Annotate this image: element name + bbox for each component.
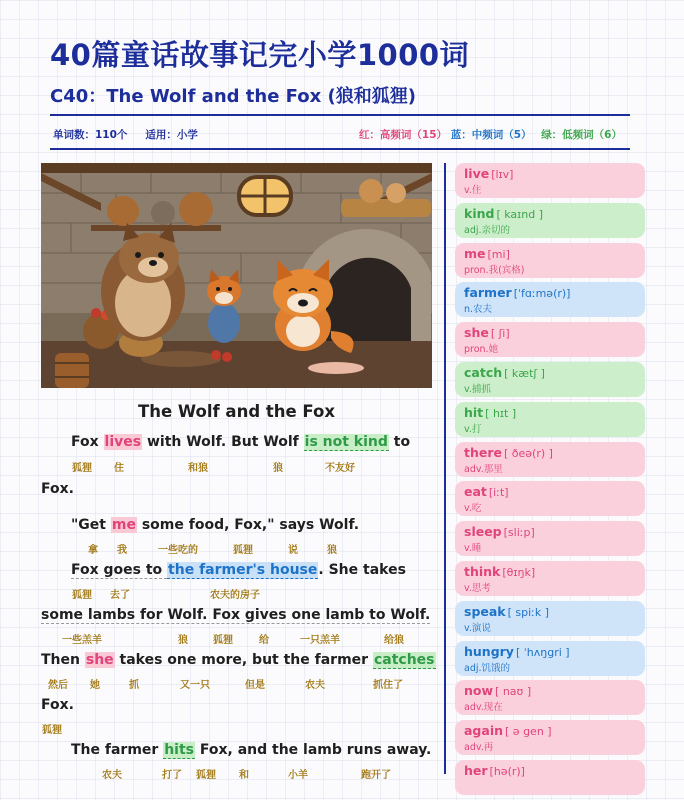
vocab-definition: v.思考	[464, 582, 491, 594]
story-line-2: Fox.	[41, 481, 74, 497]
vocab-word-line	[464, 285, 637, 300]
vocab-word-line	[464, 484, 637, 499]
gloss: 农夫	[102, 770, 122, 781]
gloss: 拿	[88, 545, 98, 556]
vocab-word: her	[464, 762, 488, 778]
gloss: 住	[114, 463, 124, 474]
text: Fox, and the lamb runs away.	[195, 742, 432, 758]
vocab-definition: n.农夫	[464, 304, 493, 316]
vocab-card	[455, 561, 645, 596]
vocab-highlight-blue: the farmer's house	[168, 562, 318, 578]
story-illustration	[41, 163, 432, 388]
text: with Wolf. But Wolf	[142, 434, 304, 450]
legend-red: 红：高频词（15）	[358, 129, 448, 141]
gloss: 狐狸	[233, 545, 253, 556]
text: to	[388, 434, 411, 450]
vocab-word-line	[464, 246, 637, 261]
vocab-definition: adv.再	[464, 742, 494, 754]
vocab-definition: v.住	[464, 185, 482, 196]
vocab-ipa: [ hɪt ]	[485, 406, 517, 420]
vocab-word-line	[464, 524, 637, 539]
vocab-definition: v.睡	[464, 543, 482, 555]
page-title: 40篇童话故事记完小学1000词	[50, 38, 470, 72]
vocab-word-line	[464, 325, 637, 340]
vocab-highlight-green: is not kind	[304, 434, 388, 450]
vocab-card	[455, 402, 645, 437]
vocab-word-line	[464, 644, 637, 659]
vocab-word: farmer	[464, 285, 512, 301]
vocab-definition: v.吃	[464, 503, 482, 515]
info-left	[53, 127, 198, 142]
gloss: 一只羔羊	[300, 635, 340, 646]
vocab-ipa: [ ðeə(r) ]	[504, 446, 553, 460]
vocab-word: hungry	[464, 643, 514, 659]
vocab-word-line	[464, 723, 637, 738]
gloss: 狐狸	[213, 635, 233, 646]
text: takes one more, but the farmer	[114, 652, 373, 668]
vocab-definition: adj.饥饿的	[464, 662, 511, 674]
vocab-word: there	[464, 444, 502, 460]
vocab-definition: pron.她	[464, 344, 499, 356]
vocab-ipa: [θɪŋk]	[502, 565, 536, 579]
vocab-word: eat	[464, 484, 487, 500]
gloss: 和	[239, 770, 249, 781]
gloss: 和狼	[188, 463, 208, 474]
vocab-definition: adv.那里	[464, 463, 503, 475]
gloss: 一些羔羊	[62, 635, 102, 646]
frequency-legend	[359, 127, 622, 142]
gloss: 然后	[48, 680, 68, 691]
text: "Get	[71, 517, 111, 533]
gloss: 狐狸	[72, 590, 92, 601]
vocab-definition: adv.现在	[464, 702, 503, 714]
vocab-word: now	[464, 683, 494, 699]
gloss: 小羊	[288, 770, 308, 781]
vocab-definition: v.捕抓	[464, 383, 491, 395]
gloss: 狐狸	[196, 770, 216, 781]
vocab-highlight-red: lives	[104, 434, 142, 450]
vocab-ipa: [ ʃi]	[490, 327, 510, 341]
vocab-definition: v.打	[464, 423, 482, 435]
gloss: 又一只	[180, 680, 210, 691]
vocab-ipa: [mi]	[487, 247, 510, 261]
gloss: 农夫	[305, 680, 325, 691]
story-line-3	[71, 517, 359, 533]
vocab-ipa: [ naʊ ]	[495, 685, 532, 699]
vocab-word: hit	[464, 404, 484, 420]
vocab-ipa: [ ə gen ]	[505, 725, 552, 739]
vocab-card	[455, 641, 645, 676]
vocab-ipa: [ spiːk ]	[507, 605, 550, 619]
vocab-card	[455, 521, 645, 556]
story-line-1	[71, 434, 410, 450]
vocab-card	[455, 163, 645, 198]
story-line-6	[41, 652, 436, 668]
gloss: 狐狸	[72, 463, 92, 474]
vocab-ipa: [ kætʃ ]	[504, 366, 545, 380]
vocab-definition: pron.我(宾格)	[464, 264, 525, 276]
vocab-word: speak	[464, 603, 506, 619]
gloss: 跑开了	[361, 770, 391, 781]
vocab-card	[455, 442, 645, 477]
vocab-card	[455, 243, 645, 278]
vocab-highlight-red: she	[85, 652, 114, 668]
vocab-word-line	[464, 166, 637, 181]
text: The farmer	[71, 742, 164, 758]
gloss: 我	[117, 545, 127, 556]
vocab-highlight-red: me	[111, 517, 136, 533]
vocab-list	[455, 163, 645, 800]
story-line-7: Fox.	[41, 697, 74, 713]
gloss: 抓	[129, 680, 139, 691]
text: some food, Fox," says Wolf.	[136, 517, 360, 533]
vocab-word-line	[464, 763, 637, 778]
story-line-8	[71, 742, 431, 758]
vocab-word: sleep	[464, 524, 502, 540]
vocab-ipa: [sliːp]	[503, 526, 535, 540]
vocab-card	[455, 362, 645, 397]
vocab-card	[455, 601, 645, 636]
vocab-word: again	[464, 723, 504, 739]
wolf-fox-kitchen-illustration	[41, 163, 432, 388]
vocab-word-line	[464, 564, 637, 579]
vocab-ipa: [hə(r)]	[489, 764, 525, 778]
story-title: The Wolf and the Fox	[137, 402, 336, 421]
vocab-card	[455, 680, 645, 715]
legend-green: 绿：低频词（6）	[541, 129, 622, 141]
vocab-ipa: [lɪv]	[491, 168, 514, 181]
vocab-word: catch	[464, 364, 503, 380]
story-line-4	[71, 562, 406, 578]
vocab-ipa: [iːt]	[488, 486, 509, 500]
gloss: 打了	[162, 770, 182, 781]
vocab-definition: v.演说	[464, 622, 491, 634]
vocab-word-line	[464, 365, 637, 380]
vocab-word-line	[464, 445, 637, 460]
text: Then	[41, 652, 85, 668]
gloss: 狼	[178, 635, 188, 646]
gloss: 狼	[273, 463, 283, 474]
vocab-word: live	[464, 166, 490, 181]
vocab-card	[455, 282, 645, 317]
vocab-word: kind	[464, 205, 495, 221]
gloss: 狼	[327, 545, 337, 556]
top-rule	[50, 114, 630, 116]
vocab-ipa: [ kaɪnd ]	[496, 207, 543, 221]
text: Fox	[71, 434, 104, 450]
gloss: 她	[90, 680, 100, 691]
gloss: 但是	[245, 680, 265, 691]
vocab-card	[455, 760, 645, 795]
gloss: 说	[288, 545, 298, 556]
column-divider	[444, 163, 446, 774]
vocab-ipa: [ ˈhʌŋgri ]	[515, 645, 570, 659]
vocab-word: me	[464, 245, 486, 261]
gloss: 狐狸	[42, 725, 62, 736]
gloss: 抓住了	[373, 680, 403, 691]
level: 适用：小学	[145, 129, 198, 141]
vocab-word: she	[464, 325, 489, 341]
vocab-card	[455, 203, 645, 238]
text: . She takes	[318, 562, 406, 578]
legend-blue: 蓝：中频词（5）	[450, 129, 532, 141]
vocab-word-line	[464, 405, 637, 420]
story-line-5: some lambs for Wolf. Fox gives one lamb to Wolf.	[41, 607, 431, 623]
gloss: 不友好	[325, 463, 355, 474]
word-count: 单词数：110个	[53, 129, 128, 141]
vocab-word-line	[464, 604, 637, 619]
gloss: 农夫的房子	[210, 590, 260, 601]
text: Fox goes to	[71, 562, 168, 578]
vocab-ipa: [ˈfɑːmə(r)]	[513, 287, 571, 301]
vocab-card	[455, 322, 645, 357]
vocab-word-line	[464, 206, 637, 221]
vocab-definition: adj.亲切的	[464, 224, 511, 236]
vocab-highlight-green: hits	[164, 742, 194, 758]
vocab-word-line	[464, 683, 637, 698]
gloss: 一些吃的	[158, 545, 198, 556]
bottom-rule	[50, 148, 630, 150]
vocab-card	[455, 720, 645, 755]
vocab-highlight-green: catches	[373, 652, 435, 668]
gloss: 给狼	[384, 635, 404, 646]
gloss: 去了	[110, 590, 130, 601]
vocab-card	[455, 481, 645, 516]
gloss: 给	[259, 635, 269, 646]
vocab-word: think	[464, 563, 501, 579]
page-subtitle: C40：The Wolf and the Fox (狼和狐狸)	[50, 86, 416, 107]
